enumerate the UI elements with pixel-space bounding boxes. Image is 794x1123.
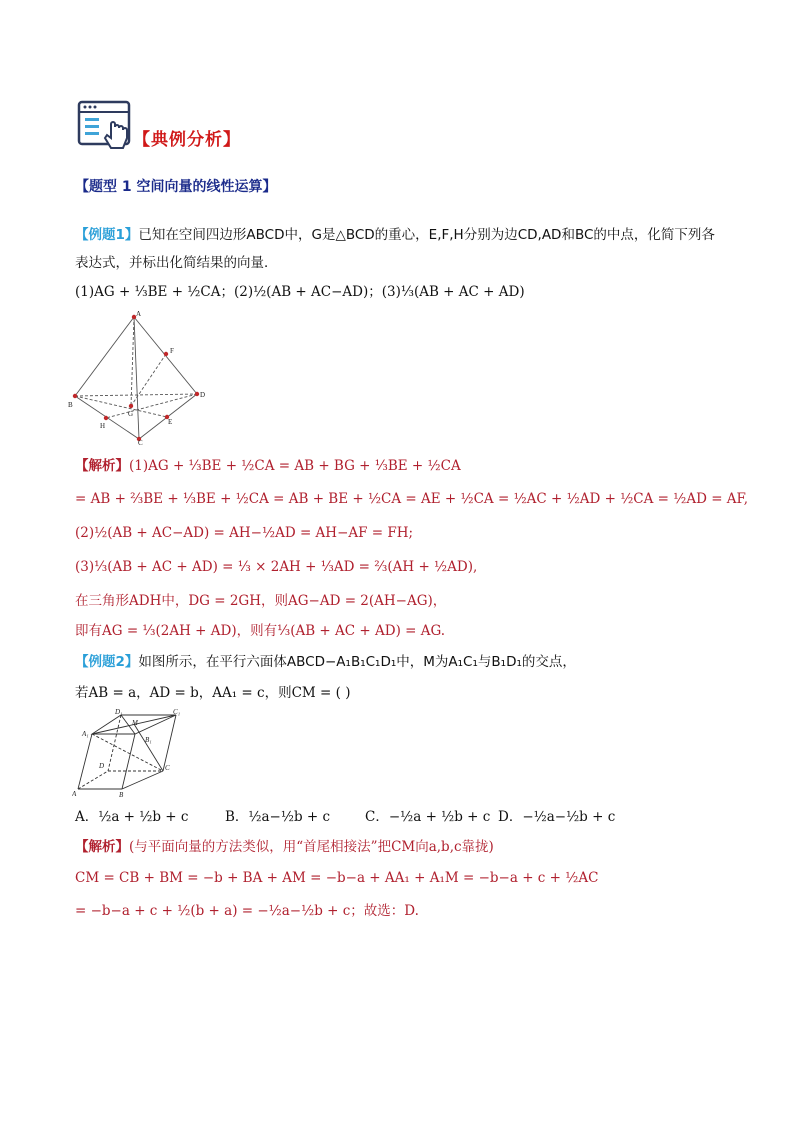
solution1-line3: (2)½(AB + AC−AD) = AH−½AD = AH−AF = FH; bbox=[75, 525, 414, 541]
tetrahedron-figure bbox=[64, 310, 214, 449]
label-D: D bbox=[200, 391, 206, 399]
section-title: 【题型 1 空间向量的线性运算】 bbox=[75, 179, 277, 195]
solution1-line1 bbox=[75, 457, 461, 475]
solution2-l1: (与平面向量的方法类似，用“首尾相接法”把CM向a,b,c靠拢) bbox=[129, 839, 494, 855]
label-C: C bbox=[138, 439, 143, 445]
example2-tag: 【例题2】 bbox=[75, 654, 139, 670]
option-c[interactable]: C．−½a + ½b + c bbox=[365, 809, 491, 825]
solution2-tag: 【解析】 bbox=[75, 839, 129, 855]
label-H: H bbox=[100, 422, 106, 430]
label-A1: A₁ bbox=[82, 730, 89, 738]
solution1-line4: (3)⅓(AB + AC + AD) = ⅓ × 2AH + ⅓AD = ⅔(AH + ½AD), bbox=[75, 559, 478, 575]
example1-expressions: (1)AG + ⅓BE + ½CA；(2)½(AB + AC−AD)；(3)⅓(AB + AC + AD) bbox=[75, 284, 525, 300]
label-D1: D₁ bbox=[115, 708, 123, 716]
solution2-line3: = −b−a + c + ½(b + a) = −½a−½b + c；故选：D. bbox=[75, 903, 419, 919]
solution1-line5: 在三角形ADH中，DG = 2GH，则AG−AD = 2(AH−AG)， bbox=[75, 593, 447, 609]
label-D: D bbox=[99, 762, 105, 770]
solution1-l1: (1)AG + ⅓BE + ½CA = AB + BG + ⅓BE + ½CA bbox=[129, 458, 461, 474]
solution2-line2: CM = CB + BM = −b + BA + AM = −b−a + AA₁ + A₁M = −b−a + c + ½AC bbox=[75, 870, 599, 886]
label-A: A bbox=[136, 310, 142, 318]
header-label: 【典例分析】 bbox=[133, 130, 241, 150]
parallelepiped-figure bbox=[72, 708, 202, 802]
label-M: M bbox=[132, 719, 138, 727]
label-C1: C₁ bbox=[173, 708, 181, 716]
example1-tag: 【例题1】 bbox=[75, 227, 139, 243]
solution2-line1 bbox=[75, 838, 494, 856]
example1-line1 bbox=[75, 226, 715, 244]
example2-text: 如图所示，在平行六面体ABCD−A₁B₁C₁D₁中，M为A₁C₁与B₁D₁的交点， bbox=[138, 654, 576, 670]
example1-text: 已知在空间四边形ABCD中，G是△BCD的重心，E,F,H分别为边CD,AD和BC的中点，化简下列各 bbox=[138, 227, 715, 243]
label-E: E bbox=[168, 418, 173, 426]
header-icon bbox=[77, 100, 135, 160]
option-d[interactable]: D．−½a−½b + c bbox=[498, 809, 616, 825]
label-B1: B₁ bbox=[145, 736, 152, 744]
solution1-line6: 即有AG = ⅓(2AH + AD)，则有⅓(AB + AC + AD) = AG. bbox=[75, 623, 446, 639]
example2-line1 bbox=[75, 653, 576, 671]
solution1-tag: 【解析】 bbox=[75, 458, 129, 474]
example2-line2: 若AB = a，AD = b，AA₁ = c，则CM = ( ) bbox=[75, 685, 351, 701]
solution1-line2: = AB + ⅔BE + ⅓BE + ½CA = AB + BE + ½CA = AE + ½CA = ½AC + ½AD + ½CA = ½AD = AF, bbox=[75, 491, 749, 507]
label-C: C bbox=[165, 764, 170, 772]
example1-line2: 表达式，并标出化简结果的向量． bbox=[75, 255, 278, 271]
label-B: B bbox=[119, 791, 124, 798]
option-b[interactable]: B．½a−½b + c bbox=[225, 809, 331, 825]
label-B: B bbox=[68, 401, 73, 409]
label-A: A bbox=[72, 790, 77, 798]
option-a[interactable]: A．½a + ½b + c bbox=[75, 809, 189, 825]
label-F: F bbox=[170, 347, 174, 355]
label-G: G bbox=[128, 410, 134, 418]
